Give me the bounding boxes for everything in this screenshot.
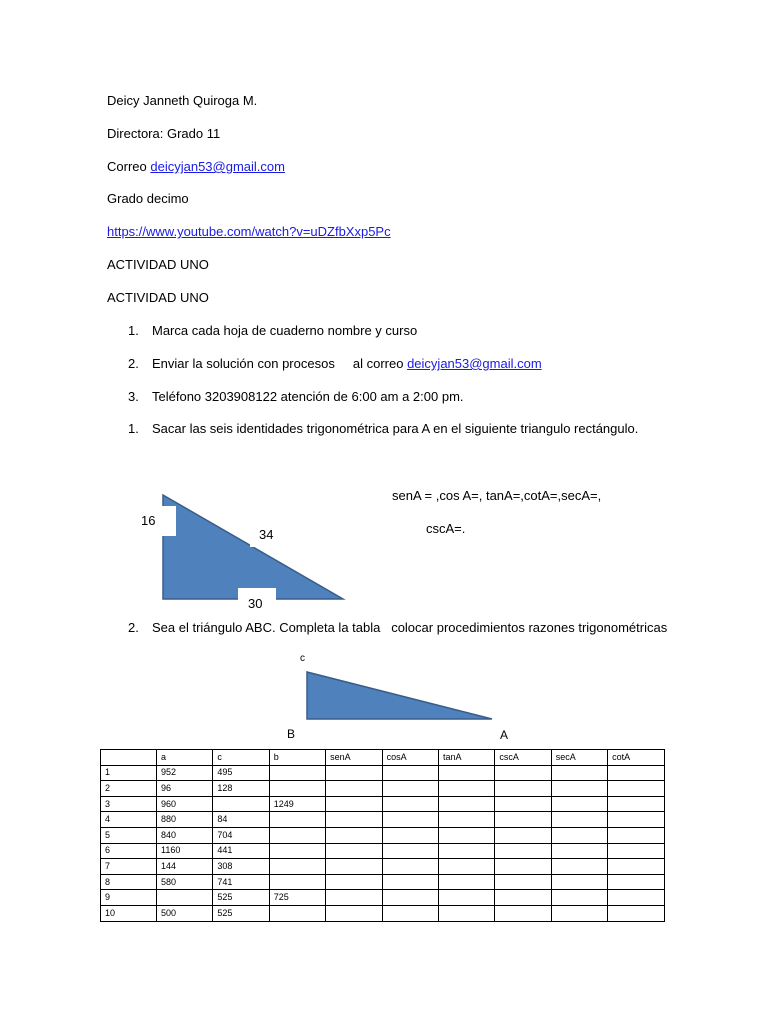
table-row <box>101 905 665 921</box>
table-cell <box>438 812 494 828</box>
table-cell <box>269 765 325 781</box>
instruction-text: Teléfono 3203908122 atención de 6:00 am a 2:00 pm. <box>152 389 464 404</box>
table-cell <box>438 781 494 797</box>
list-number: 2. <box>128 356 139 371</box>
table-cell <box>608 874 664 890</box>
vertex-label-c: c <box>300 653 305 664</box>
table-cell <box>326 905 382 921</box>
table-cell <box>551 874 607 890</box>
table-cell <box>326 843 382 859</box>
header-cell <box>101 750 157 766</box>
table-cell: 3 <box>101 796 157 812</box>
table-row <box>101 859 665 875</box>
header-cell: a <box>157 750 213 766</box>
table-cell: 5 <box>101 827 157 843</box>
table-cell: 144 <box>157 859 213 875</box>
table-cell <box>269 905 325 921</box>
table-cell <box>326 781 382 797</box>
table-cell: 7 <box>101 859 157 875</box>
table-cell: 525 <box>213 905 269 921</box>
correo-label: Correo <box>107 159 147 174</box>
table-cell <box>608 890 664 906</box>
table-cell: 880 <box>157 812 213 828</box>
table-row <box>101 890 665 906</box>
identities-line-1: senA = ,cos A=, tanA=,cotA=,secA=, <box>392 488 602 503</box>
table-cell <box>438 874 494 890</box>
table-cell <box>438 827 494 843</box>
header-cell: cotA <box>608 750 664 766</box>
table-cell <box>551 905 607 921</box>
table-cell: 580 <box>157 874 213 890</box>
header-cell: c <box>213 750 269 766</box>
table-cell: 96 <box>157 781 213 797</box>
table-cell <box>551 796 607 812</box>
table-cell <box>495 765 551 781</box>
table-cell: 4 <box>101 812 157 828</box>
table-cell <box>495 905 551 921</box>
table-cell <box>213 796 269 812</box>
exercise-2 <box>128 620 667 636</box>
table-cell <box>438 796 494 812</box>
table-header-row <box>101 750 665 766</box>
table-cell <box>608 765 664 781</box>
table-cell <box>495 874 551 890</box>
table-cell <box>495 796 551 812</box>
table-cell <box>608 796 664 812</box>
table-cell <box>551 827 607 843</box>
table-cell <box>382 859 438 875</box>
table-cell: 741 <box>213 874 269 890</box>
table-cell <box>608 827 664 843</box>
header-cell: cscA <box>495 750 551 766</box>
table-cell <box>551 859 607 875</box>
table-cell <box>438 890 494 906</box>
table-cell: 1249 <box>269 796 325 812</box>
table-cell: 1160 <box>157 843 213 859</box>
table-row <box>101 796 665 812</box>
table-cell <box>438 765 494 781</box>
table-cell <box>382 812 438 828</box>
activity-title: ACTIVIDAD UNO <box>107 257 209 272</box>
side-label-30: 30 <box>248 596 263 611</box>
table-cell <box>438 843 494 859</box>
table-cell: 8 <box>101 874 157 890</box>
table-row <box>101 874 665 890</box>
instruction-text: Sea el triángulo ABC. Completa la tabla colocar procedimientos razones trigonométricas <box>152 620 668 635</box>
table-cell <box>269 827 325 843</box>
table-cell <box>382 781 438 797</box>
grado-line: Grado decimo <box>107 191 189 206</box>
table-cell: 500 <box>157 905 213 921</box>
header-cell: secA <box>551 750 607 766</box>
table-cell: 10 <box>101 905 157 921</box>
table-cell <box>551 812 607 828</box>
table-cell <box>551 843 607 859</box>
directora-line: Directora: Grado 11 <box>107 126 221 141</box>
table-cell: 308 <box>213 859 269 875</box>
table-cell <box>438 905 494 921</box>
table-cell <box>269 812 325 828</box>
table-cell: 952 <box>157 765 213 781</box>
table-cell: 128 <box>213 781 269 797</box>
table-cell <box>608 859 664 875</box>
table-cell: 6 <box>101 843 157 859</box>
table-cell: 525 <box>213 890 269 906</box>
header-cell: tanA <box>438 750 494 766</box>
table-cell: 9 <box>101 890 157 906</box>
table-cell <box>157 890 213 906</box>
table-cell <box>382 874 438 890</box>
table-cell <box>495 812 551 828</box>
email-link[interactable]: deicyjan53@gmail.com <box>407 356 542 371</box>
table-cell <box>495 890 551 906</box>
table-cell: 960 <box>157 796 213 812</box>
header-cell: b <box>269 750 325 766</box>
table-cell <box>495 827 551 843</box>
table-cell: 1 <box>101 765 157 781</box>
header-cell: senA <box>326 750 382 766</box>
side-label-34: 34 <box>259 527 274 542</box>
instruction-text: Sacar las seis identidades trigonométrica para A en el siguiente triangulo rectángulo. <box>152 421 639 436</box>
table-cell <box>326 812 382 828</box>
table-cell: 2 <box>101 781 157 797</box>
instruction-text: Marca cada hoja de cuaderno nombre y curso <box>152 323 418 338</box>
header-cell: cosA <box>382 750 438 766</box>
email-link[interactable]: deicyjan53@gmail.com <box>150 159 285 174</box>
list-number: 1. <box>128 323 139 338</box>
table-cell: 840 <box>157 827 213 843</box>
list-number: 3. <box>128 389 139 404</box>
table-cell <box>608 812 664 828</box>
table-cell <box>382 827 438 843</box>
activity-title-repeat: ACTIVIDAD UNO <box>107 290 209 305</box>
table-row <box>101 765 665 781</box>
table-cell <box>382 765 438 781</box>
instruction-text: Enviar la solución con procesos al correo <box>152 356 408 371</box>
table-cell <box>382 843 438 859</box>
table-cell: 495 <box>213 765 269 781</box>
table-cell <box>551 890 607 906</box>
table-row <box>101 827 665 843</box>
table-cell <box>438 859 494 875</box>
table-cell: 441 <box>213 843 269 859</box>
right-triangle-abc <box>307 672 492 719</box>
youtube-link[interactable]: https://www.youtube.com/watch?v=uDZfbXxp5Pc <box>107 224 391 239</box>
table-body <box>101 765 665 921</box>
table-cell <box>326 765 382 781</box>
table-cell <box>382 890 438 906</box>
table-cell <box>326 874 382 890</box>
table-cell <box>495 843 551 859</box>
table-cell <box>551 765 607 781</box>
table-row <box>101 781 665 797</box>
table-cell <box>269 859 325 875</box>
table-cell <box>608 781 664 797</box>
table-cell <box>495 859 551 875</box>
table-cell <box>608 843 664 859</box>
table-cell: 704 <box>213 827 269 843</box>
table-cell <box>495 781 551 797</box>
table-cell <box>382 905 438 921</box>
side-label-16: 16 <box>141 513 156 528</box>
table-cell <box>326 827 382 843</box>
table-cell: 725 <box>269 890 325 906</box>
table-cell <box>551 781 607 797</box>
table-cell <box>382 796 438 812</box>
table-cell <box>326 859 382 875</box>
table-cell: 84 <box>213 812 269 828</box>
table-cell <box>269 874 325 890</box>
table-cell <box>326 890 382 906</box>
list-number: 2. <box>128 620 139 635</box>
table-row <box>101 843 665 859</box>
list-number: 1. <box>128 421 139 436</box>
table-cell <box>608 905 664 921</box>
trig-ratios-table <box>100 749 665 922</box>
vertex-label-b: B <box>287 727 296 741</box>
author-name: Deicy Janneth Quiroga M. <box>107 93 258 108</box>
identities-line-2: cscA=. <box>426 521 466 536</box>
table-row <box>101 812 665 828</box>
table-cell <box>326 796 382 812</box>
table-cell <box>269 781 325 797</box>
table-cell <box>269 843 325 859</box>
vertex-label-a: A <box>500 728 509 742</box>
